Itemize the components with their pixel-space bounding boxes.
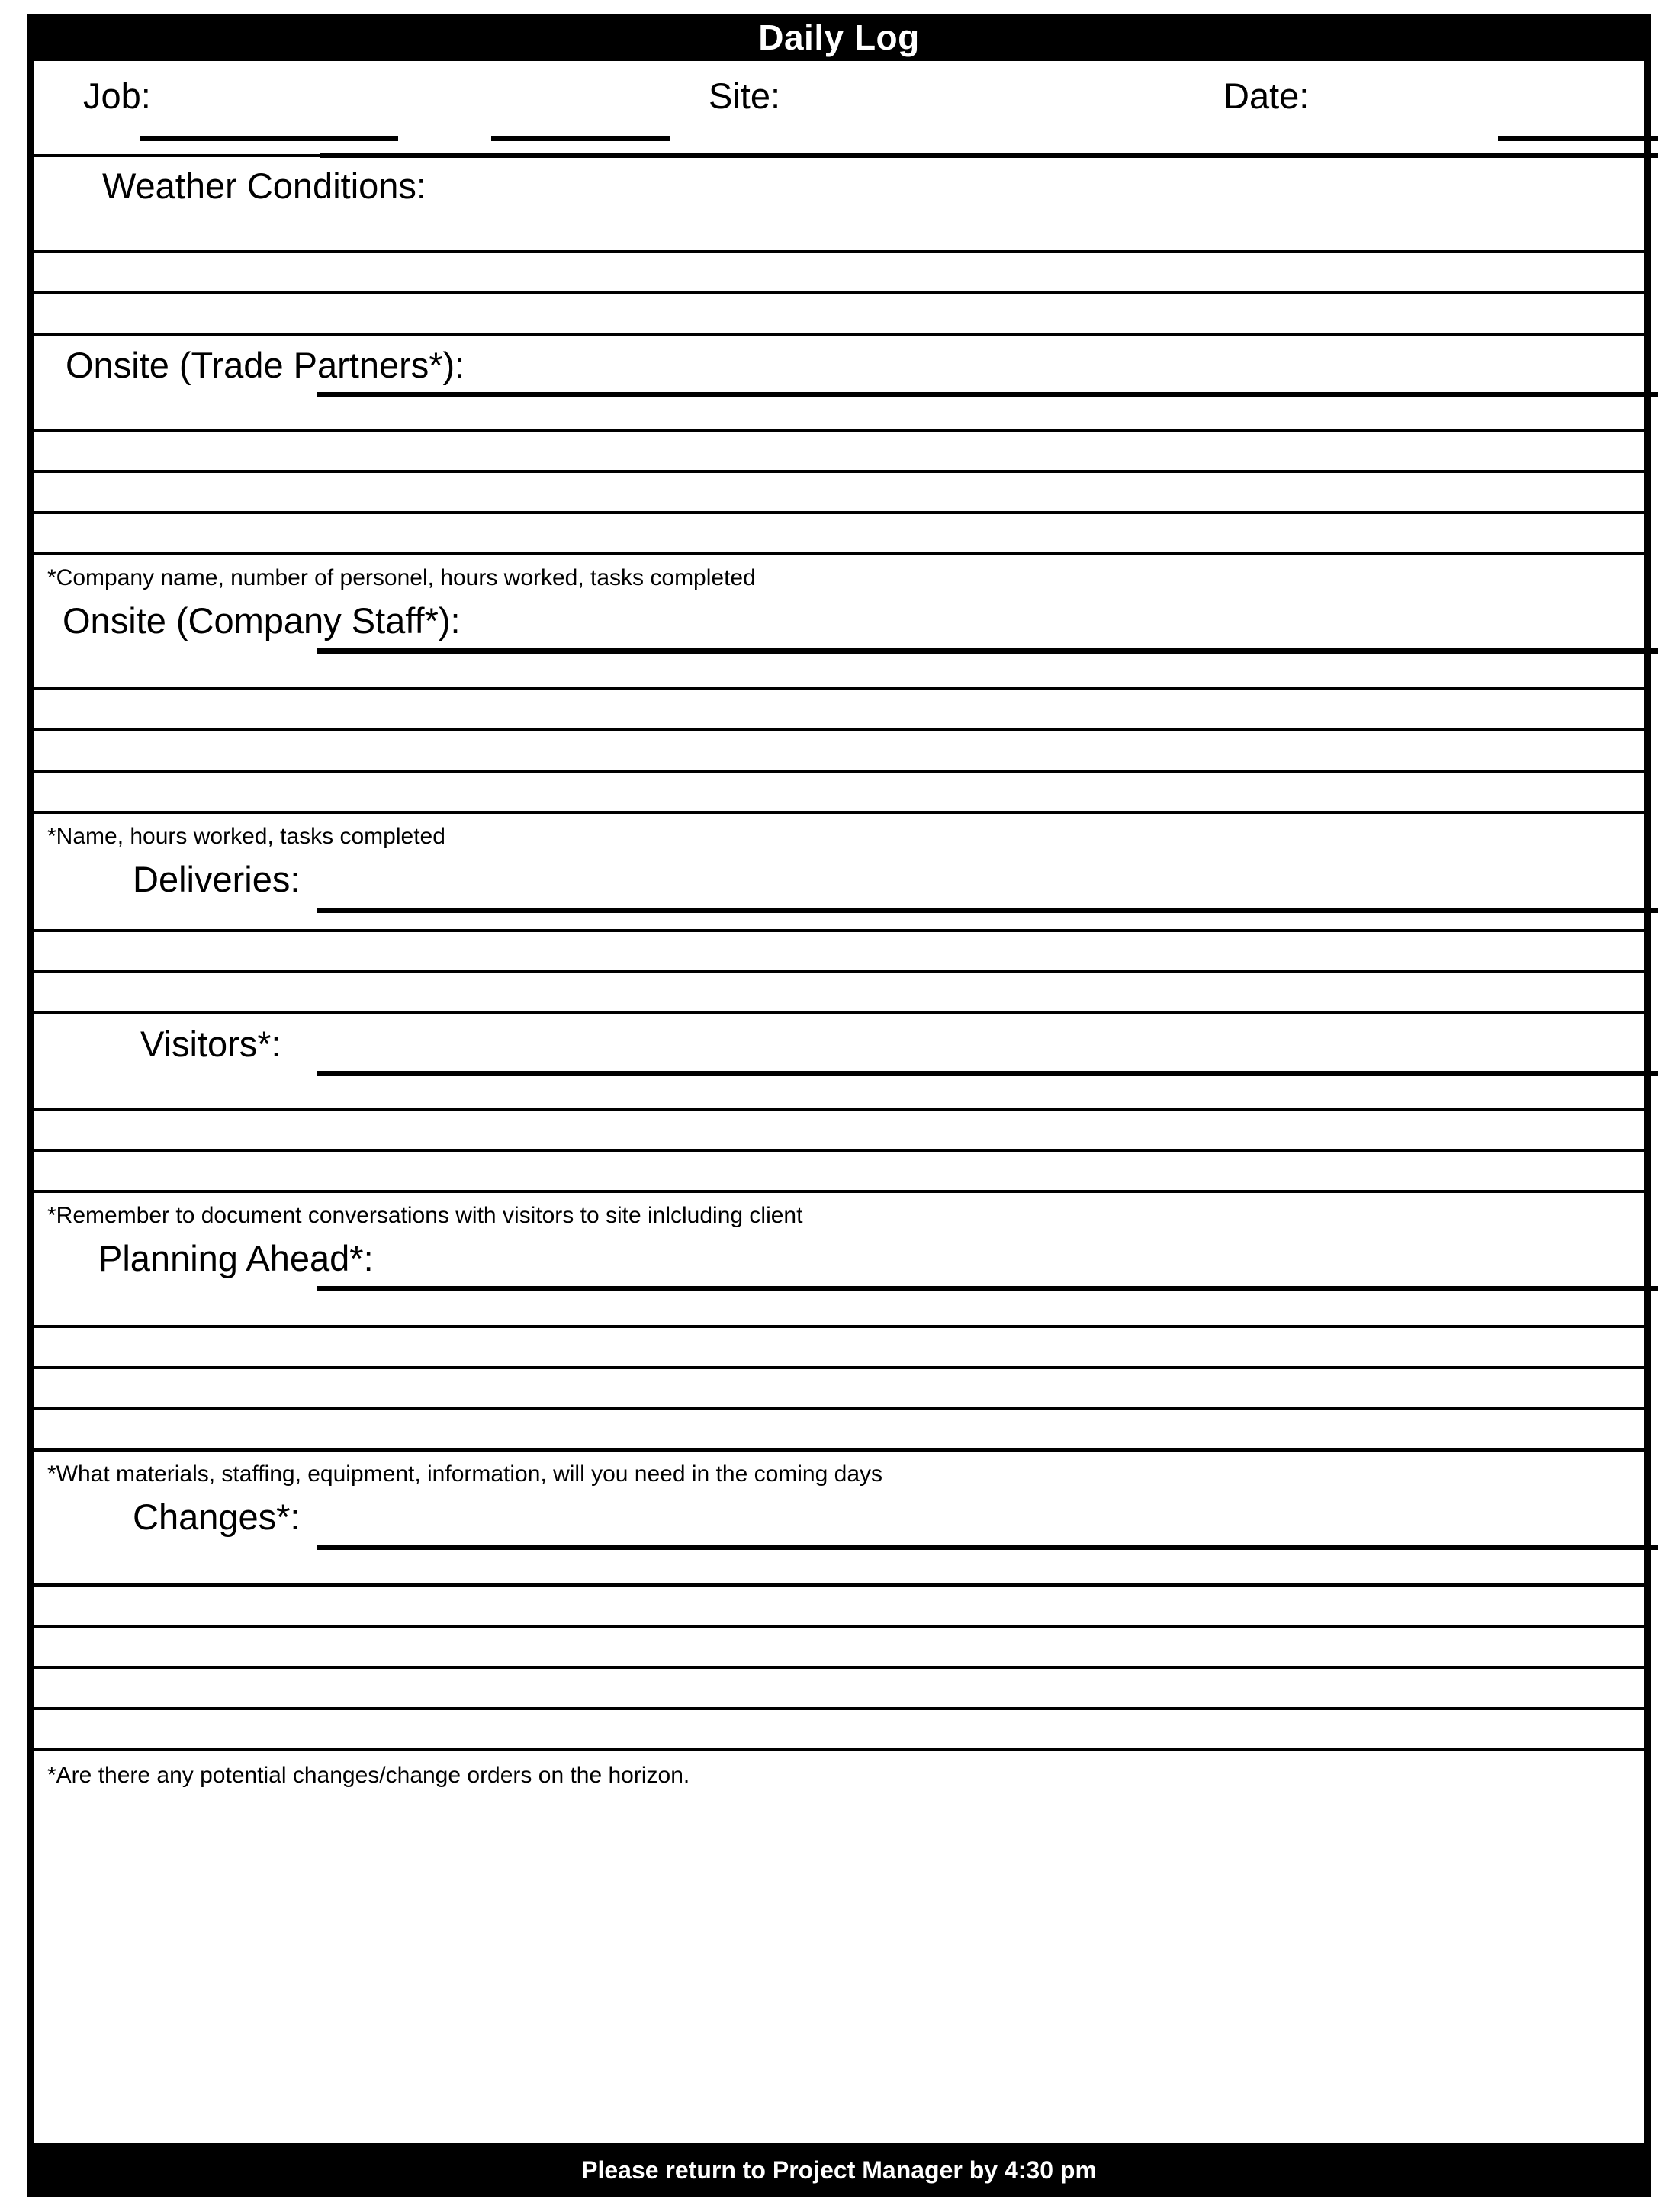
form-sheet [27,14,1651,2197]
input-line-planning-ahead[interactable] [317,1286,1658,1291]
footer-note [27,2143,1651,2197]
input-line-weather-conditions[interactable] [320,153,1658,158]
input-line-site[interactable] [491,136,670,141]
label-changes: Changes*: [133,1497,301,1537]
label-site: Site: [709,76,781,116]
form-rows [34,61,1644,2143]
input-line-date[interactable] [1498,136,1658,141]
label-deliveries: Deliveries: [133,859,301,899]
row-weather-extra-2[interactable] [34,294,1644,336]
row-company-staff-extra-1[interactable] [34,690,1644,731]
label-job: Job: [83,76,151,116]
note-company-staff: *Name, hours worked, tasks completed [47,824,445,849]
row-trade-partners-extra-2[interactable] [34,473,1644,514]
row-job-site-date[interactable] [34,61,1644,157]
row-changes-extra-4[interactable] [34,1710,1644,1751]
note-trade-partners: *Company name, number of personel, hours worked, tasks completed [47,565,756,590]
note-visitors: *Remember to document conversations with visitors to site inlcluding client [47,1203,803,1228]
row-visitors-extra-2[interactable] [34,1152,1644,1193]
label-onsite-company-staff: Onsite (Company Staff*): [63,600,461,641]
input-line-changes[interactable] [317,1545,1658,1550]
label-planning-ahead: Planning Ahead*: [98,1238,374,1278]
row-changes-extra-3[interactable] [34,1669,1644,1710]
note-planning-ahead: *What materials, staffing, equipment, information, will you need in the coming days [47,1461,882,1487]
footer-note-text: Please return to Project Manager by 4:30 pm [581,2156,1097,2184]
row-company-staff-extra-3[interactable] [34,773,1644,814]
row-planning-extra-1[interactable] [34,1328,1644,1369]
label-weather-conditions: Weather Conditions: [102,166,426,206]
input-line-job[interactable] [140,136,398,141]
input-line-deliveries[interactable] [317,908,1658,913]
page-title-text: Daily Log [758,18,920,57]
row-changes-extra-2[interactable] [34,1628,1644,1669]
row-deliveries-extra-1[interactable] [34,932,1644,973]
row-changes-extra-1[interactable] [34,1587,1644,1628]
input-line-trade-partners[interactable] [317,392,1658,397]
row-trade-partners-extra-3[interactable] [34,514,1644,555]
row-company-staff-extra-2[interactable] [34,731,1644,773]
page-title [27,14,1651,61]
row-trade-partners-extra-1[interactable] [34,432,1644,473]
note-changes: *Are there any potential changes/change orders on the horizon. [47,1763,690,1788]
label-date: Date: [1223,76,1310,116]
label-visitors: Visitors*: [140,1024,281,1064]
row-planning-extra-3[interactable] [34,1410,1644,1452]
row-planning-extra-2[interactable] [34,1369,1644,1410]
row-weather-extra-1[interactable] [34,253,1644,294]
input-line-company-staff[interactable] [317,648,1658,654]
row-visitors-extra-1[interactable] [34,1111,1644,1152]
label-onsite-trade-partners: Onsite (Trade Partners*): [66,345,465,385]
input-line-visitors[interactable] [317,1071,1658,1076]
row-deliveries-extra-2[interactable] [34,973,1644,1014]
